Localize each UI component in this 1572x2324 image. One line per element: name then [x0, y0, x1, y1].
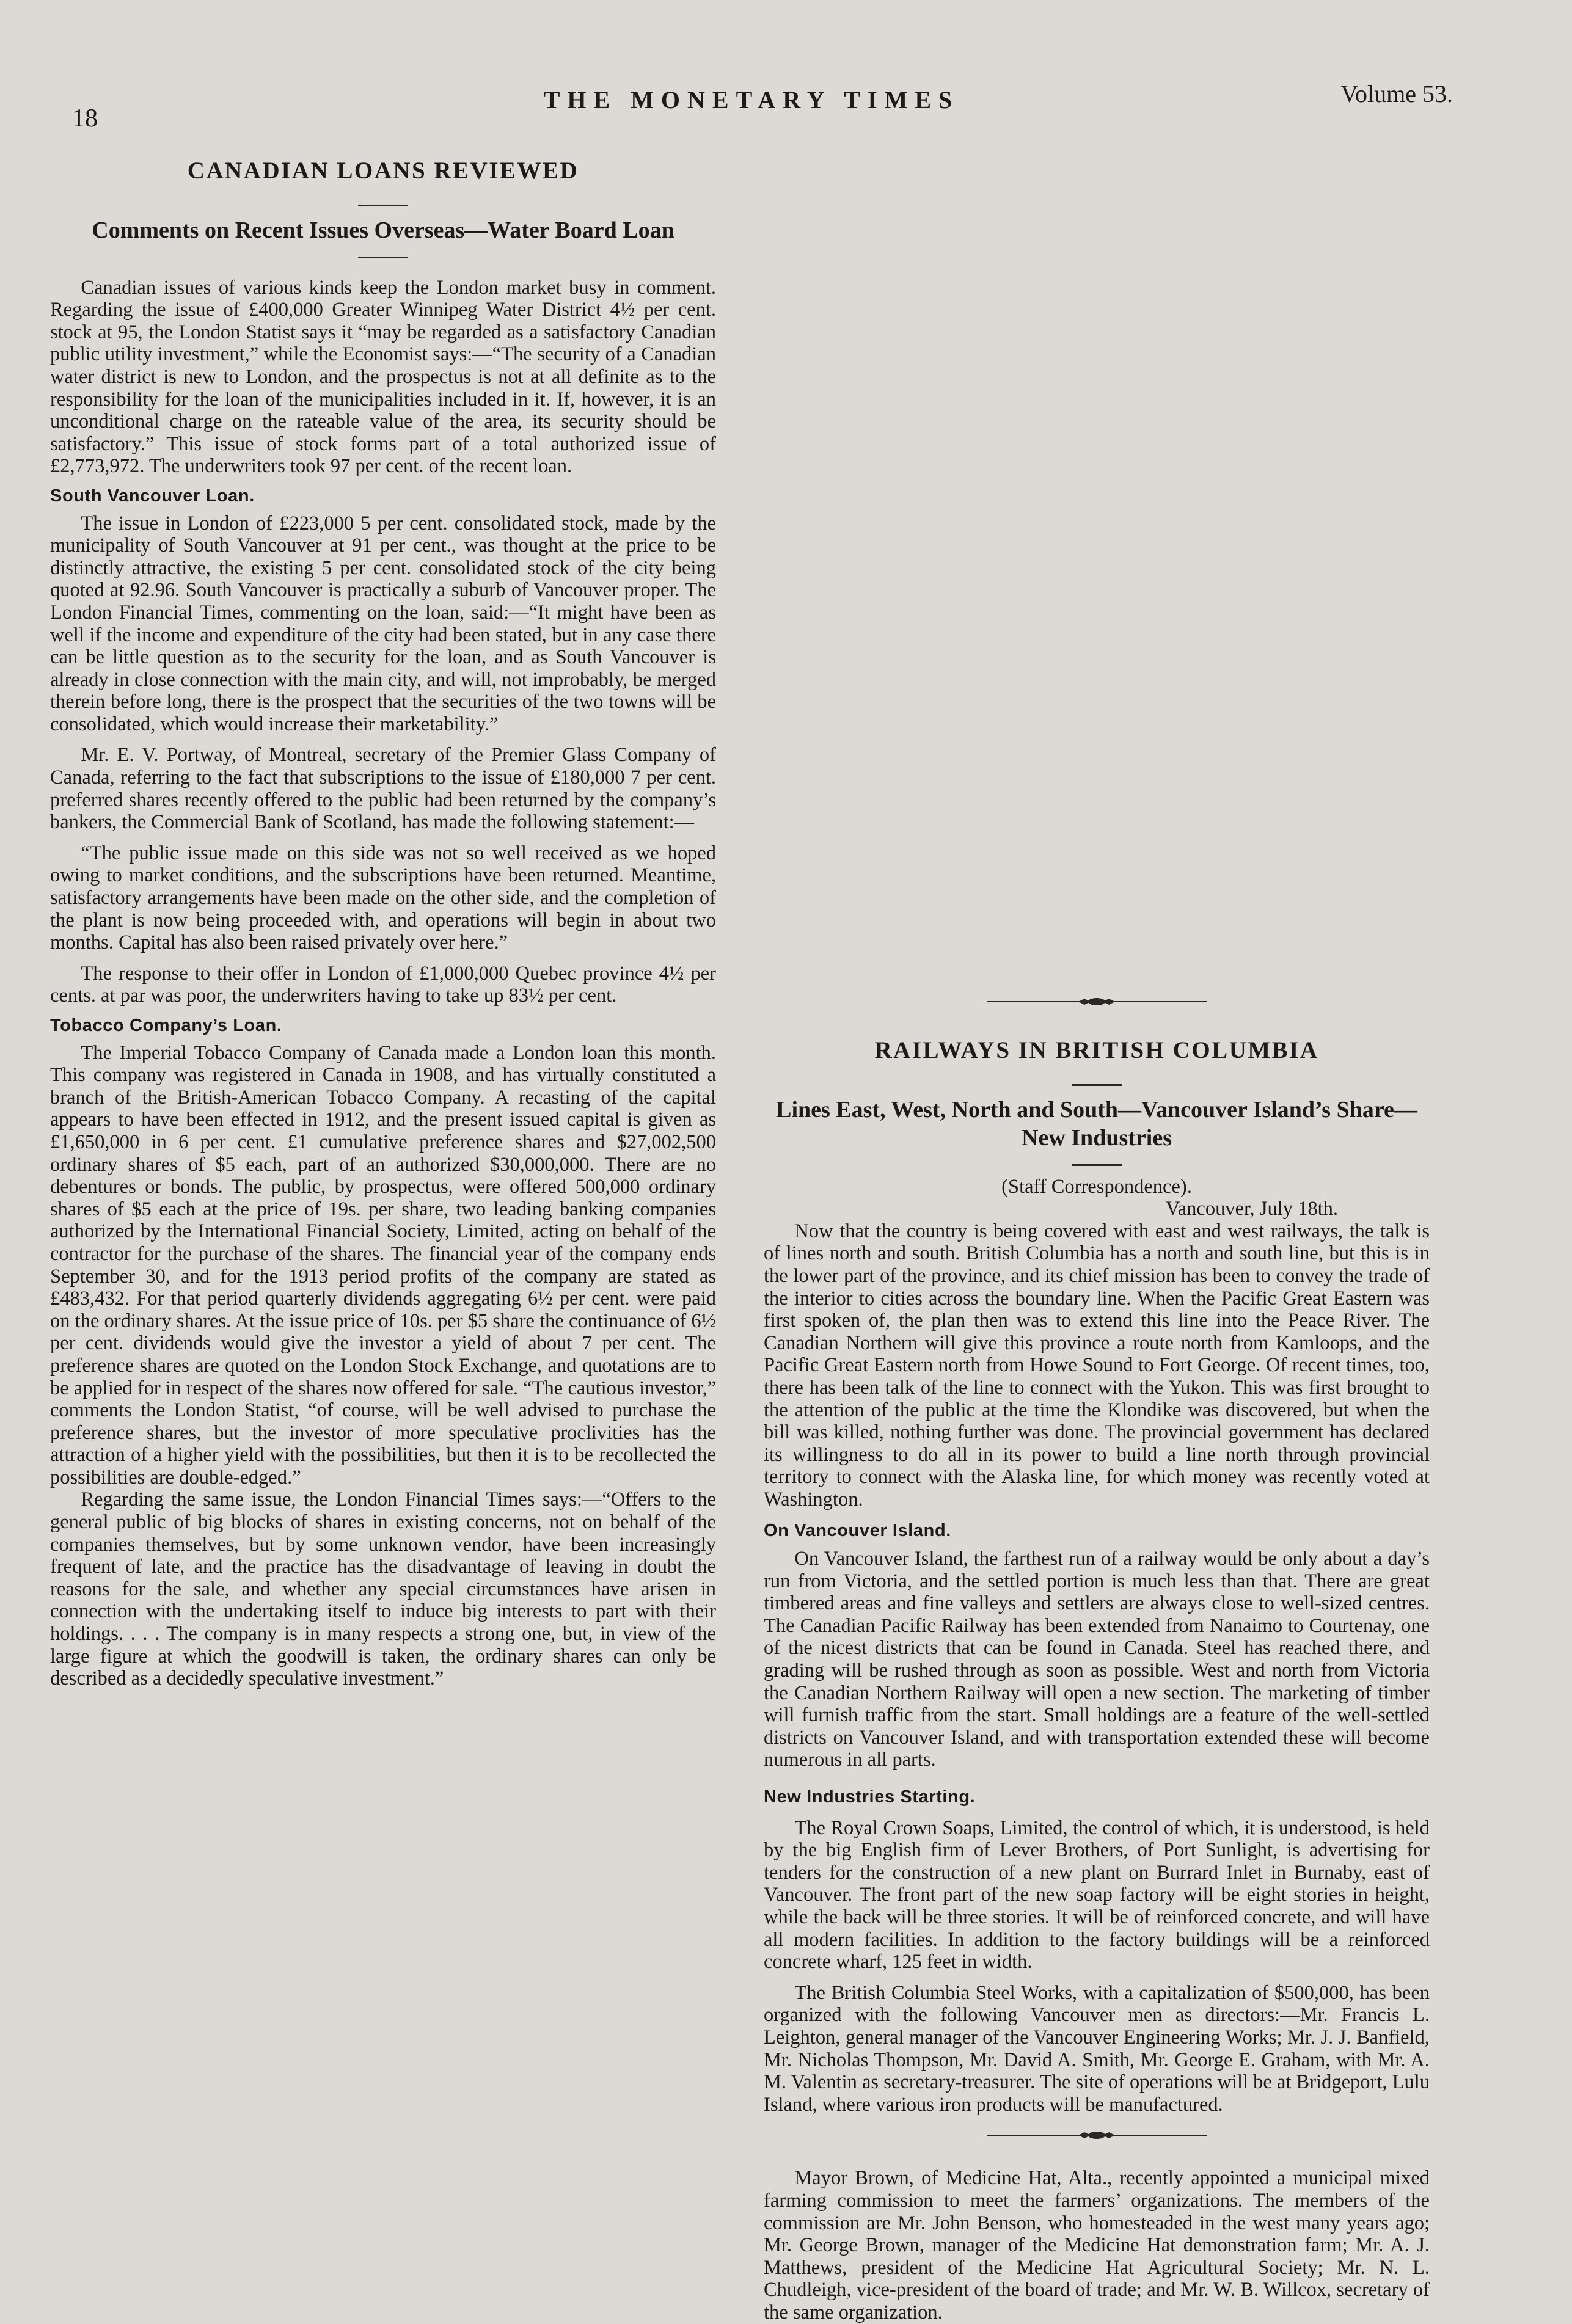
- divider-ornament-icon: [987, 2129, 1207, 2141]
- subheading-tobacco-company-loan: Tobacco Company’s Loan.: [50, 1016, 282, 1035]
- divider-ornament-icon: [987, 996, 1207, 1008]
- subheading-new-industries: New Industries Starting.: [764, 1787, 976, 1807]
- right-column: [764, 147, 1430, 2324]
- paragraph: Regarding the same issue, the London Financial Times says:—“Offers to the general public of big blocks of shares in existing concerns, not on behalf of the companies themselves, but by some unknown vendor, have been increasingly frequent of late, and the practice has the disadvantage of leaving in doubt the reasons for the sale, and whether any special circumstances have arisen in connection with the undertaking itself to induce big interests to part with their holdings. . . . The company is in many respects a strong one, but, in view of the large figure at which the goodwill is taken, the ordinary shares can only be described as a decidedly speculative investment.”: [50, 1488, 716, 1690]
- subheading-south-vancouver-loan: South Vancouver Loan.: [50, 486, 255, 506]
- dateline: Vancouver, July 18th.: [1165, 1198, 1338, 1220]
- quoted-statement: “The public issue made on this side was not so well received as we hoped owing to market conditions, and the subscriptions have been returned. Meantime, satisfactory arrangements have been made on the other side, and the completion of the plant is now being proceeded with, and operations will begin in about two months. Capital has also been raised privately over here.”: [50, 842, 716, 954]
- article-title-railways: RAILWAYS IN BRITISH COLUMBIA: [874, 1037, 1319, 1063]
- title-rule: [1072, 1084, 1122, 1086]
- paragraph: The response to their offer in London of £1,000,000 Quebec province 4½ per cents. at par was poor, the underwriters having to take up 83½ per cent.: [50, 962, 716, 1007]
- paragraph: Canadian issues of various kinds keep the London market busy in comment. Regarding the issue of £400,000 Greater Winnipeg Water District 4½ per cent. stock at 95, the London Statist says it “may be regarded as a satisfactory Canadian public utility investment,” while the Economist says:—“The security of a Canadian water district is new to London, and the prospectus is not at all definite as to the responsibility for the loan of the municipalities included in it. If, however, it is an unconditional charge on the rateable value of the area, its security should be satisfactory.” This issue of stock forms part of a total authorized issue of £2,773,972. The underwriters took 97 per cent. of the recent loan.: [50, 276, 716, 478]
- ornamental-divider: [987, 996, 1207, 1008]
- article-subtitle-railways: Lines East, West, North and South—Vancouver Island’s Share—New Industries: [776, 1096, 1417, 1151]
- staff-correspondence: (Staff Correspondence).: [1001, 1175, 1192, 1198]
- paragraph: The Royal Crown Soaps, Limited, the control of which, it is understood, is held by the big English firm of Lever Brothers, of Port Sunlight, is advertising for tenders for the construction of a new plant on Burrard Inlet in Burnaby, east of Vancouver. The front part of the new soap factory will be eight stories in height, while the back will be three stories. It will be of reinforced concrete, and will have all modern facilities. In addition to the factory buildings will be a reinforced concrete wharf, 125 feet in width.: [764, 1816, 1430, 1973]
- paragraph: The British Columbia Steel Works, with a capitalization of $500,000, has been organized with the following Vancouver men as directors:—Mr. Francis L. Leighton, general manager of the Vancouver Engineering Works; Mr. J. J. Banfield, Mr. Nicholas Thompson, Mr. David A. Smith, Mr. George E. Graham, with Mr. A. M. Valentin as secretary-treasurer. The site of operations will be at Bridgeport, Lulu Island, where various iron products will be manufactured.: [764, 1981, 1430, 2116]
- paragraph: The issue in London of £223,000 5 per cent. consolidated stock, made by the municipality of South Vancouver at 91 per cent., was thought at the price to be distinctly attractive, the existing 5 per cent. consolidated stock of the city being quoted at 92.96. South Vancouver is practically a suburb of Vancouver proper. The London Financial Times, commenting on the loan, said:—“It might have been as well if the income and expenditure of the city had been stated, but in any case there can be little question as to the security for the loan, and as South Vancouver is already in close connection with the main city, and will, not improbably, be merged therein before long, there is the prospect that the securities of the two towns will be consolidated, which would increase their marketability.”: [50, 512, 716, 735]
- masthead: THE MONETARY TIMES: [543, 86, 960, 114]
- ornamental-divider: [987, 2129, 1207, 2141]
- title-rule: [358, 205, 408, 206]
- paragraph: On Vancouver Island, the farthest run of a railway would be only about a day’s run from Victoria, and the settled portion is much less than that. There are great timbered areas and fine valleys and settlers are always close to well-sized centres. The Canadian Pacific Railway has been extended from Nanaimo to Courtenay, one of the nicest districts that can be found in Canada. Steel has reached there, and grading will be rushed through as soon as possible. West and north from Victoria the Canadian Northern Railway will open a new section. The marketing of timber will furnish traffic from the start. Small holdings are a feature of the well-settled districts on Vancouver Island, and with transportation extended these will become numerous in all parts.: [764, 1548, 1430, 1771]
- article-subtitle-canadian-loans: Comments on Recent Issues Overseas—Water Board Loan: [92, 217, 674, 243]
- subtitle-rule: [1072, 1164, 1122, 1166]
- subtitle-rule: [358, 257, 408, 258]
- paragraph: Mr. E. V. Portway, of Montreal, secretary of the Premier Glass Company of Canada, referring to the fact that subscriptions to the issue of £180,000 7 per cent. preferred shares recently offered to the public had been returned by the company’s bankers, the Commercial Bank of Scotland, has made the following statement:—: [50, 744, 716, 834]
- paragraph: Mayor Brown, of Medicine Hat, Alta., recently appointed a municipal mixed farming commission to meet the farmers’ organizations. The members of the commission are Mr. John Benson, who homesteaded in the west many years ago; Mr. George Brown, manager of the Medicine Hat demonstration farm; Mr. A. J. Matthews, president of the Medicine Hat Agricultural Society; Mr. N. L. Chudleigh, vice-president of the board of trade; and Mr. W. B. Willcox, secretary of the same organization.: [764, 2167, 1430, 2323]
- subheading-on-vancouver-island: On Vancouver Island.: [764, 1520, 951, 1540]
- left-column: [50, 160, 716, 1690]
- article-title-canadian-loans: CANADIAN LOANS REVIEWED: [187, 158, 579, 184]
- page-number: 18: [72, 104, 98, 133]
- paragraph: The Imperial Tobacco Company of Canada made a London loan this month. This company was registered in Canada in 1908, and has virtually constituted a branch of the British-American Tobacco Company. A recasting of the capital appears to have been effected in 1912, and the present issued capital is given as £1,650,000 in 6 per cent. £1 cumulative preference shares and $27,002,500 ordinary shares of $5 each, part of an authorized $30,000,000. There are no debentures or bonds. The public, by prospectus, were offered 500,000 ordinary shares of $5 each at the price of 19s. per share, two leading banking companies authorized by the International Financial Society, Limited, acting on behalf of the contractor for the purchase of the shares. The financial year of the company ends September 30, and for the 1913 period profits of the company are stated as £483,432. For that period quarterly dividends aggregating 6½ per cent. were paid on the ordinary shares. At the issue price of 10s. per $5 share the continuance of 6½ per cent. dividends would give the investor a yield of about 7 per cent. The preference shares are quoted on the London Stock Exchange, and quotations are to be applied for in respect of the shares now offered for sale. “The cautious investor,” comments the London Statist, “of course, will be well advised to purchase the preference shares, but the investor of more speculative proclivities has the attraction of a higher yield with the possibilities, but then it is to be recollected the possibilities are double-edged.”: [50, 1041, 716, 1488]
- volume-label: Volume 53.: [1340, 80, 1453, 107]
- paragraph: Now that the country is being covered with east and west railways, the talk is of lines north and south. British Columbia has a north and south line, but this is in the lower part of the province, and its chief mission has been to convey the trade of the interior to cities across the boundary line. When the Pacific Great Eastern was first spoken of, the plan then was to extend this line into the Peace River. The Canadian Northern will give this province a route north from Kamloops, and the Pacific Great Eastern north from Howe Sound to Fort George. Of recent times, too, there has been talk of the line to connect with the Yukon. This was first brought to the attention of the public at the time the Klondike was discovered, but when the bill was killed, nothing further was done. The provincial government has declared its willingness to do all in its power to build a line north through provincial territory to connect with the Alaska line, for which money was recently voted at Washington.: [764, 1220, 1430, 1510]
